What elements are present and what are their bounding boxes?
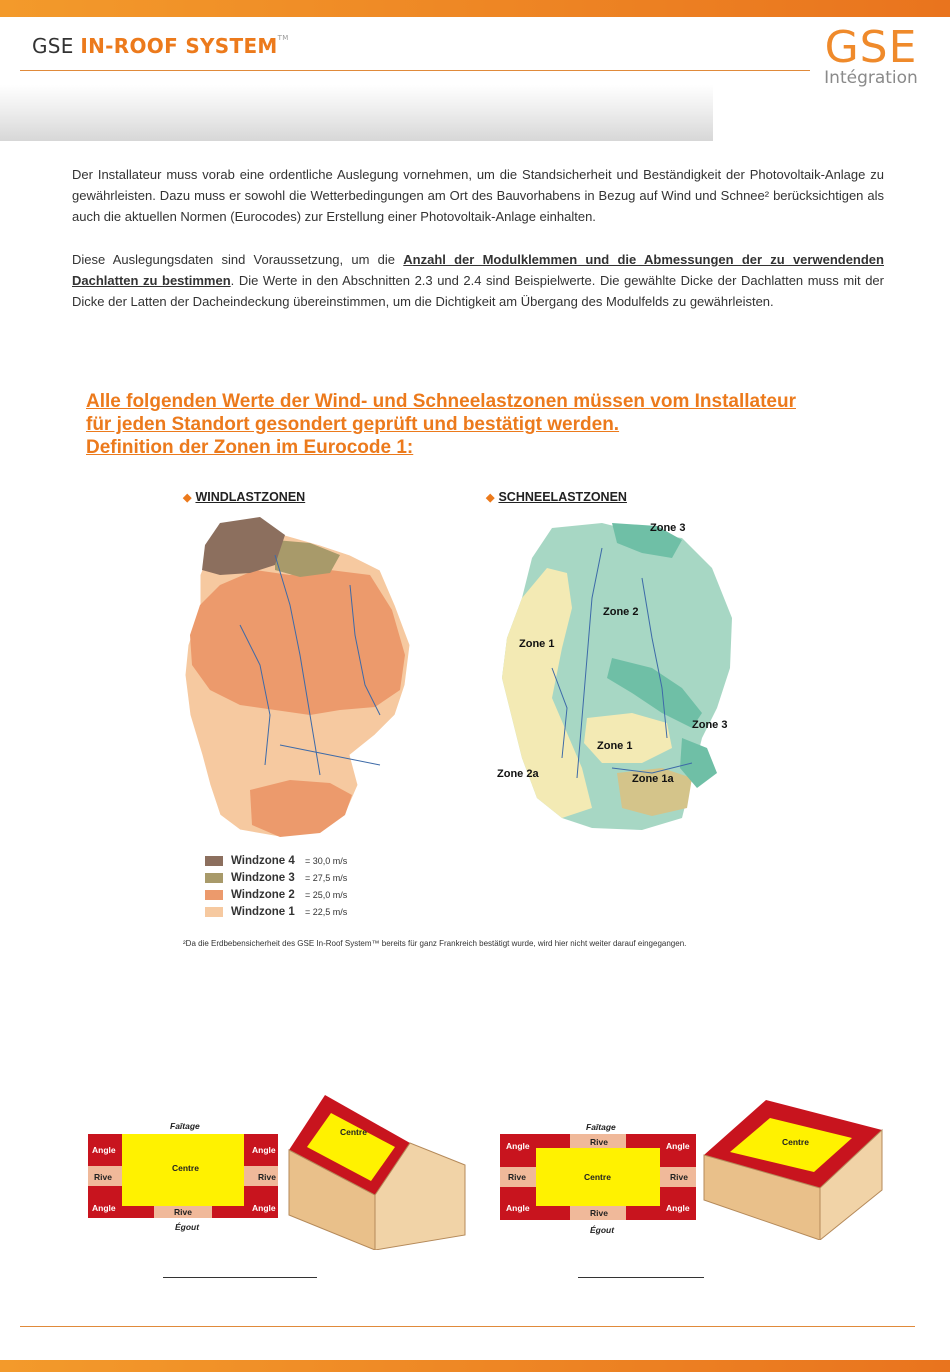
design-emphasis: Anzahl der Modulklemmen und die Abmessungen der zu verwendenden Dachlatten zu bestimmen xyxy=(72,252,884,288)
snow-label-zone1a: Zone 1a xyxy=(632,773,674,785)
label-angle: Angle xyxy=(252,1145,276,1155)
intro-paragraph: Der Installateur muss vorab eine ordentliche Auslegung vornehmen, um die Standsicherheit und Beständigkeit der Photovoltaik-Anlage zu gewährleisten. Dazu muss er sowohl die Wetterbedingungen am Ort des Bauvorhabens in Bezug auf Wind und Schnee² berücksichtigen als auch die aktuellen Normen (Eurocodes) zur Erstellung einer Photovoltaik-Anlage einhalten. xyxy=(72,167,884,224)
logo-sub-text: Intégration xyxy=(824,68,918,88)
snow-label-zone3-right: Zone 3 xyxy=(692,719,728,731)
legend-row: Windzone 2 = 25,0 m/s xyxy=(205,886,405,903)
germany-windzone3 xyxy=(275,540,340,577)
label-angle: Angle xyxy=(506,1141,530,1151)
snow-label-zone1: Zone 1 xyxy=(519,638,555,650)
label-angle: Angle xyxy=(666,1141,690,1151)
label-rive: Rive xyxy=(670,1172,688,1182)
footer-divider xyxy=(20,1326,915,1327)
legend-row: Windzone 4 = 30,0 m/s xyxy=(205,852,405,869)
snow-zone-map xyxy=(492,518,738,832)
snow-label-zone2a: Zone 2a xyxy=(497,768,539,780)
diamond-bullet-icon: ◆ xyxy=(183,492,192,504)
label-rive: Rive xyxy=(94,1172,112,1182)
label-centre: Centre xyxy=(340,1127,367,1137)
legend-swatch xyxy=(205,856,223,866)
caption-line xyxy=(163,1277,317,1278)
label-faitage: Faîtage xyxy=(170,1121,200,1131)
top-accent-bar xyxy=(0,0,950,17)
legend-row: Windzone 1 = 22,5 m/s xyxy=(205,903,405,920)
brand-title: GSE IN-ROOF SYSTEM™ xyxy=(32,34,289,58)
label-faitage: Faîtage xyxy=(586,1122,616,1132)
wind-map-title: ◆ WINDLASTZONEN xyxy=(183,490,306,504)
snow-label-zone2: Zone 2 xyxy=(603,606,639,618)
label-angle: Angle xyxy=(506,1203,530,1213)
snow-label-zone1-center: Zone 1 xyxy=(597,740,633,752)
label-centre: Centre xyxy=(172,1163,199,1173)
legend-swatch xyxy=(205,907,223,917)
zone-notice: Alle folgenden Werte der Wind- und Schneelastzonen müssen vom Installateur für jeden Standort gesondert geprüft und bestätigt werden. Definition der Zonen im Eurocode 1: xyxy=(86,391,796,458)
logo-main-text: GSE xyxy=(824,22,918,73)
hip-roof-house-illustration xyxy=(700,1100,885,1240)
gable-roof-house-illustration xyxy=(285,1095,470,1250)
label-angle: Angle xyxy=(666,1203,690,1213)
gable-roof-zone-diagram xyxy=(88,1120,278,1240)
legend-row: Windzone 3 = 27,5 m/s xyxy=(205,869,405,886)
wind-zone-map xyxy=(180,515,425,845)
bottom-accent-bar xyxy=(0,1360,950,1372)
label-rive: Rive xyxy=(258,1172,276,1182)
legend-swatch xyxy=(205,873,223,883)
label-rive: Rive xyxy=(508,1172,526,1182)
diamond-bullet-icon: ◆ xyxy=(486,492,495,504)
hip-roof-zone-diagram xyxy=(500,1122,696,1238)
snow-map-title: ◆ SCHNEELASTZONEN xyxy=(486,490,627,504)
snow-label-zone3-top: Zone 3 xyxy=(650,522,686,534)
label-egout: Égout xyxy=(590,1225,615,1235)
section-heading-band xyxy=(0,85,713,141)
label-centre: Centre xyxy=(782,1137,809,1147)
label-rive: Rive xyxy=(590,1137,608,1147)
label-rive: Rive xyxy=(174,1207,192,1217)
label-angle: Angle xyxy=(92,1203,116,1213)
label-centre: Centre xyxy=(584,1172,611,1182)
label-angle: Angle xyxy=(92,1145,116,1155)
header-divider xyxy=(20,70,810,71)
label-egout: Égout xyxy=(175,1222,200,1232)
label-angle: Angle xyxy=(252,1203,276,1213)
wind-zone-legend xyxy=(205,852,405,920)
gse-integration-logo xyxy=(815,22,927,88)
design-paragraph: Diese Auslegungsdaten sind Voraussetzung, um die Anzahl der Modulklemmen und die Abmessungen der zu verwendenden Dachlatten zu bestimmen. Die Werte in den Abschnitten 2.3 und 2.4 sind Beispielwerte. Die gewählte Dicke der Dachlatten muss mit der Dicke der Latten der Dacheindeckung übereinstimmen, um die Dichtigkeit am Übergang des Modulfelds zu gewährleisten. xyxy=(72,252,884,309)
label-rive: Rive xyxy=(590,1208,608,1218)
germany-windzone2-south xyxy=(250,780,352,837)
footnote: ²Da die Erdbebensicherheit des GSE In-Roof System™ bereits für ganz Frankreich bestätigt wurde, wird hier nicht weiter darauf eingegangen. xyxy=(183,939,687,948)
caption-line xyxy=(578,1277,704,1278)
legend-swatch xyxy=(205,890,223,900)
